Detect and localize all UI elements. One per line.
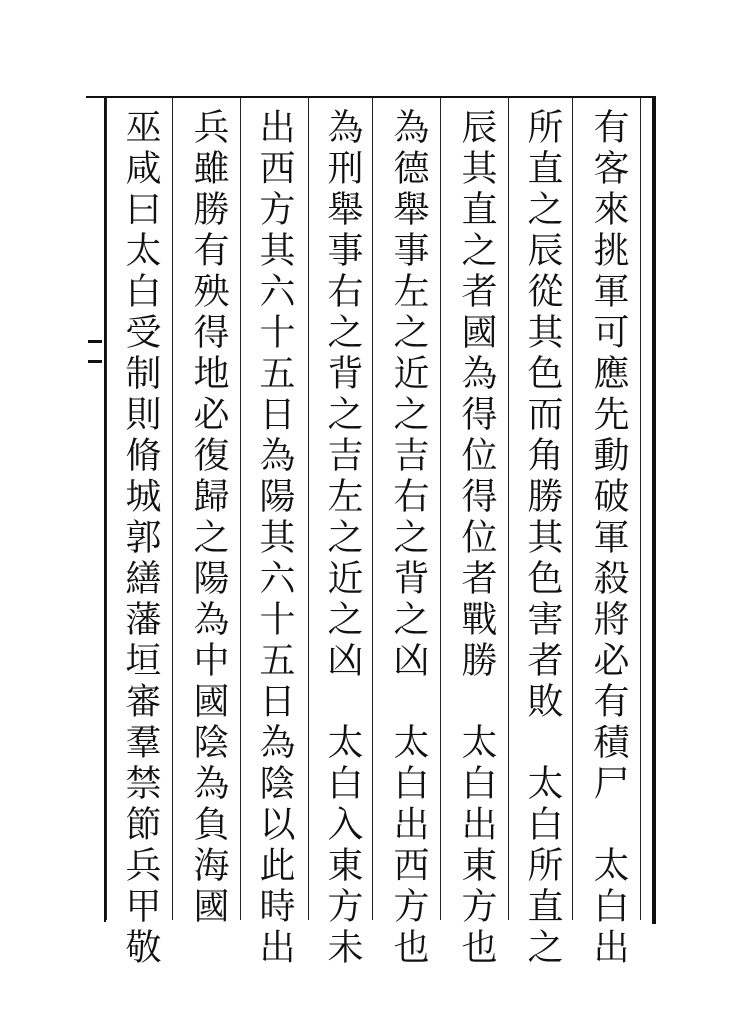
column-rule	[172, 98, 173, 920]
text-column-3: 辰其直之者國為得位得位者戰勝 太白出東方也	[456, 108, 497, 969]
column-rule	[106, 98, 107, 920]
column-rule	[440, 98, 441, 920]
text-column-2: 所直之辰從其色而角勝其色害者敗 太白所直之	[522, 108, 563, 969]
text-column-6: 出西方其六十五日為陽其六十五日為陰以此時出	[254, 108, 295, 969]
column-rule	[372, 98, 373, 920]
text-column-7: 兵雖勝有殃得地必復歸之陽為中國陰為負海國	[188, 108, 229, 928]
column-rule	[572, 98, 573, 920]
text-column-1: 有客來挑軍可應先動破軍殺將必有積尸 太白出	[588, 108, 629, 969]
text-column-8: 巫咸曰太白受制則脩城郭繕藩垣審羣禁節兵甲敬	[120, 108, 161, 969]
column-rule	[508, 98, 509, 920]
fold-margin-strip	[86, 96, 106, 922]
column-rule	[240, 98, 241, 920]
text-column-5: 為刑舉事右之背之吉左之近之凶 太白入東方未	[322, 108, 363, 969]
fold-fishtail-mark	[88, 360, 102, 363]
column-rule	[640, 98, 641, 920]
fold-fishtail-mark	[88, 340, 102, 343]
text-column-4: 為德舉事左之近之吉右之背之凶 太白出西方也	[388, 108, 429, 969]
column-rule	[308, 98, 309, 920]
